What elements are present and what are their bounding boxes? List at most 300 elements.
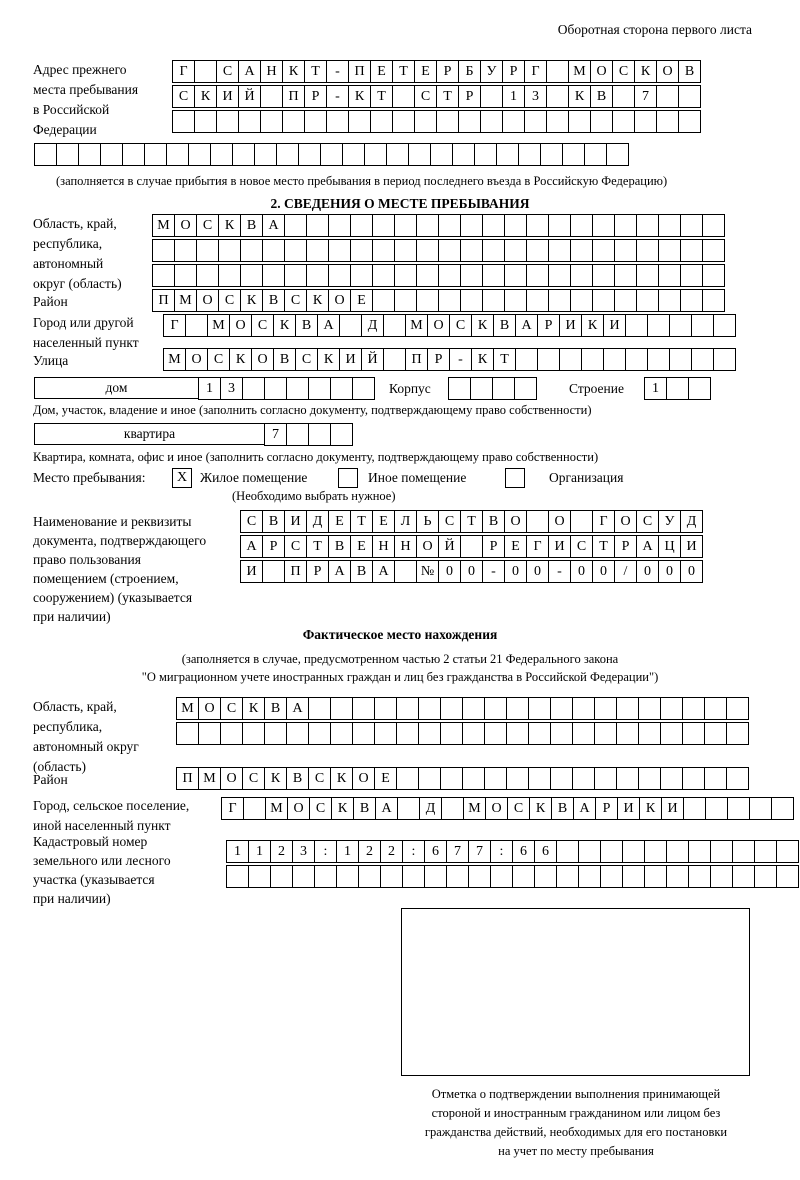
char-cell[interactable] xyxy=(636,239,659,262)
char-cell[interactable]: В xyxy=(350,560,373,583)
char-cell[interactable] xyxy=(352,722,375,745)
char-cell[interactable]: 6 xyxy=(424,840,447,863)
char-cell[interactable] xyxy=(594,767,617,790)
region-row-1[interactable] xyxy=(152,214,724,237)
char-cell[interactable] xyxy=(374,697,397,720)
char-cell[interactable] xyxy=(644,840,667,863)
char-cell[interactable]: О xyxy=(287,797,310,820)
char-cell[interactable]: Р xyxy=(482,535,505,558)
prev-address-row-4[interactable] xyxy=(34,143,628,166)
char-cell[interactable] xyxy=(559,348,582,371)
char-cell[interactable]: : xyxy=(490,840,513,863)
char-cell[interactable]: 1 xyxy=(502,85,525,108)
char-cell[interactable]: М xyxy=(174,289,197,312)
char-cell[interactable] xyxy=(526,264,549,287)
char-cell[interactable]: 0 xyxy=(460,560,483,583)
char-cell[interactable]: 6 xyxy=(512,840,535,863)
char-cell[interactable]: П xyxy=(176,767,199,790)
char-cell[interactable]: Д xyxy=(361,314,384,337)
char-cell[interactable]: Р xyxy=(458,85,481,108)
char-cell[interactable] xyxy=(172,110,195,133)
char-cell[interactable]: 0 xyxy=(504,560,527,583)
char-cell[interactable] xyxy=(370,110,393,133)
char-cell[interactable]: С xyxy=(636,510,659,533)
char-cell[interactable] xyxy=(34,143,57,166)
document-row-2[interactable] xyxy=(240,535,702,558)
char-cell[interactable]: О xyxy=(427,314,450,337)
char-cell[interactable] xyxy=(330,377,353,400)
char-cell[interactable] xyxy=(749,797,772,820)
char-cell[interactable] xyxy=(394,239,417,262)
char-cell[interactable]: В xyxy=(482,510,505,533)
char-cell[interactable] xyxy=(570,289,593,312)
char-cell[interactable] xyxy=(484,767,507,790)
char-cell[interactable]: 0 xyxy=(658,560,681,583)
char-cell[interactable] xyxy=(330,722,353,745)
char-cell[interactable] xyxy=(152,239,175,262)
char-cell[interactable]: Е xyxy=(350,535,373,558)
char-cell[interactable] xyxy=(174,264,197,287)
char-cell[interactable]: М xyxy=(405,314,428,337)
char-cell[interactable] xyxy=(242,377,265,400)
char-cell[interactable]: А xyxy=(328,560,351,583)
char-cell[interactable] xyxy=(188,143,211,166)
char-cell[interactable] xyxy=(372,214,395,237)
char-cell[interactable] xyxy=(515,348,538,371)
char-cell[interactable] xyxy=(666,377,689,400)
char-cell[interactable]: Е xyxy=(350,289,373,312)
char-cell[interactable] xyxy=(548,264,571,287)
char-cell[interactable]: Н xyxy=(260,60,283,83)
char-cell[interactable]: М xyxy=(152,214,175,237)
char-cell[interactable]: С xyxy=(218,289,241,312)
char-cell[interactable] xyxy=(174,239,197,262)
char-cell[interactable] xyxy=(352,697,375,720)
char-cell[interactable] xyxy=(284,214,307,237)
char-cell[interactable]: С xyxy=(240,510,263,533)
char-cell[interactable] xyxy=(548,239,571,262)
char-cell[interactable] xyxy=(592,264,615,287)
char-cell[interactable] xyxy=(581,348,604,371)
char-cell[interactable]: Т xyxy=(370,85,393,108)
char-cell[interactable] xyxy=(308,377,331,400)
char-cell[interactable] xyxy=(612,85,635,108)
char-cell[interactable] xyxy=(678,110,701,133)
char-cell[interactable] xyxy=(416,239,439,262)
char-cell[interactable]: 1 xyxy=(336,840,359,863)
char-cell[interactable]: Й xyxy=(361,348,384,371)
char-cell[interactable] xyxy=(556,840,579,863)
char-cell[interactable] xyxy=(526,239,549,262)
char-cell[interactable] xyxy=(614,264,637,287)
char-cell[interactable] xyxy=(680,239,703,262)
char-cell[interactable] xyxy=(262,560,285,583)
char-cell[interactable] xyxy=(418,697,441,720)
char-cell[interactable] xyxy=(314,865,337,888)
char-cell[interactable] xyxy=(416,264,439,287)
prev-address-row-2[interactable] xyxy=(172,85,700,108)
char-cell[interactable] xyxy=(397,797,420,820)
char-cell[interactable] xyxy=(504,264,527,287)
char-cell[interactable] xyxy=(194,60,217,83)
char-cell[interactable] xyxy=(658,239,681,262)
char-cell[interactable] xyxy=(771,797,794,820)
char-cell[interactable] xyxy=(372,264,395,287)
char-cell[interactable] xyxy=(438,239,461,262)
char-cell[interactable] xyxy=(691,348,714,371)
char-cell[interactable] xyxy=(546,60,569,83)
char-cell[interactable] xyxy=(438,264,461,287)
char-cell[interactable]: И xyxy=(603,314,626,337)
char-cell[interactable] xyxy=(440,767,463,790)
char-cell[interactable] xyxy=(732,840,755,863)
region-row-2[interactable] xyxy=(152,239,724,262)
district-row[interactable] xyxy=(152,289,724,312)
char-cell[interactable] xyxy=(702,264,725,287)
char-cell[interactable] xyxy=(254,143,277,166)
char-cell[interactable] xyxy=(528,697,551,720)
char-cell[interactable] xyxy=(292,865,315,888)
char-cell[interactable]: С xyxy=(308,767,331,790)
char-cell[interactable]: И xyxy=(617,797,640,820)
char-cell[interactable]: В xyxy=(264,697,287,720)
char-cell[interactable] xyxy=(264,377,287,400)
char-cell[interactable] xyxy=(482,264,505,287)
char-cell[interactable] xyxy=(196,264,219,287)
char-cell[interactable] xyxy=(572,722,595,745)
char-cell[interactable] xyxy=(512,865,535,888)
char-cell[interactable]: Е xyxy=(374,767,397,790)
char-cell[interactable] xyxy=(326,110,349,133)
char-cell[interactable] xyxy=(704,697,727,720)
char-cell[interactable]: С xyxy=(414,85,437,108)
char-cell[interactable] xyxy=(56,143,79,166)
char-cell[interactable] xyxy=(416,289,439,312)
char-cell[interactable] xyxy=(688,377,711,400)
char-cell[interactable]: Р xyxy=(262,535,285,558)
city-row[interactable] xyxy=(163,314,735,337)
char-cell[interactable]: К xyxy=(240,289,263,312)
char-cell[interactable]: М xyxy=(207,314,230,337)
char-cell[interactable] xyxy=(306,264,329,287)
char-cell[interactable] xyxy=(666,840,689,863)
char-cell[interactable]: С xyxy=(612,60,635,83)
char-cell[interactable] xyxy=(122,143,145,166)
char-cell[interactable] xyxy=(430,143,453,166)
char-cell[interactable] xyxy=(100,143,123,166)
char-cell[interactable] xyxy=(704,722,727,745)
char-cell[interactable] xyxy=(339,314,362,337)
char-cell[interactable]: - xyxy=(326,60,349,83)
char-cell[interactable]: Г xyxy=(163,314,186,337)
char-cell[interactable]: О xyxy=(504,510,527,533)
char-cell[interactable]: 2 xyxy=(380,840,403,863)
char-cell[interactable] xyxy=(320,143,343,166)
char-cell[interactable]: К xyxy=(568,85,591,108)
char-cell[interactable] xyxy=(304,110,327,133)
char-cell[interactable]: М xyxy=(568,60,591,83)
char-cell[interactable] xyxy=(418,722,441,745)
char-cell[interactable]: К xyxy=(634,60,657,83)
char-cell[interactable] xyxy=(438,214,461,237)
char-cell[interactable]: О xyxy=(220,767,243,790)
char-cell[interactable] xyxy=(647,348,670,371)
char-cell[interactable] xyxy=(570,264,593,287)
char-cell[interactable] xyxy=(754,865,777,888)
char-cell[interactable]: Т xyxy=(306,535,329,558)
char-cell[interactable]: А xyxy=(238,60,261,83)
char-cell[interactable]: К xyxy=(242,697,265,720)
char-cell[interactable]: 0 xyxy=(438,560,461,583)
char-cell[interactable]: В xyxy=(262,289,285,312)
char-cell[interactable]: П xyxy=(282,85,305,108)
char-cell[interactable] xyxy=(572,767,595,790)
char-cell[interactable]: А xyxy=(286,697,309,720)
char-cell[interactable]: 3 xyxy=(524,85,547,108)
char-cell[interactable] xyxy=(704,767,727,790)
char-cell[interactable] xyxy=(590,110,613,133)
actual-region-row-2[interactable] xyxy=(176,722,748,745)
char-cell[interactable] xyxy=(638,697,661,720)
char-cell[interactable] xyxy=(350,264,373,287)
char-cell[interactable] xyxy=(680,264,703,287)
char-cell[interactable]: М xyxy=(463,797,486,820)
char-cell[interactable] xyxy=(669,348,692,371)
prev-address-row-1[interactable] xyxy=(172,60,700,83)
char-cell[interactable] xyxy=(424,865,447,888)
char-cell[interactable] xyxy=(462,722,485,745)
char-cell[interactable]: 3 xyxy=(220,377,243,400)
char-cell[interactable] xyxy=(264,722,287,745)
char-cell[interactable] xyxy=(526,289,549,312)
char-cell[interactable]: К xyxy=(282,60,305,83)
char-cell[interactable]: В xyxy=(286,767,309,790)
char-cell[interactable]: С xyxy=(207,348,230,371)
char-cell[interactable] xyxy=(622,865,645,888)
char-cell[interactable]: Р xyxy=(427,348,450,371)
char-cell[interactable]: 0 xyxy=(570,560,593,583)
place-kind-checkbox-organization[interactable] xyxy=(505,468,525,488)
char-cell[interactable] xyxy=(636,264,659,287)
char-cell[interactable]: О xyxy=(196,289,219,312)
char-cell[interactable] xyxy=(248,865,271,888)
char-cell[interactable] xyxy=(383,314,406,337)
char-cell[interactable] xyxy=(372,239,395,262)
char-cell[interactable] xyxy=(592,289,615,312)
char-cell[interactable]: 2 xyxy=(358,840,381,863)
char-cell[interactable] xyxy=(548,289,571,312)
char-cell[interactable]: А xyxy=(240,535,263,558)
char-cell[interactable]: В xyxy=(493,314,516,337)
char-cell[interactable] xyxy=(754,840,777,863)
char-cell[interactable] xyxy=(688,840,711,863)
char-cell[interactable]: С xyxy=(507,797,530,820)
char-cell[interactable]: В xyxy=(295,314,318,337)
char-cell[interactable]: С xyxy=(251,314,274,337)
char-cell[interactable] xyxy=(683,797,706,820)
char-cell[interactable]: О xyxy=(590,60,613,83)
place-kind-checkbox-residential[interactable]: X xyxy=(172,468,192,488)
char-cell[interactable] xyxy=(528,722,551,745)
char-cell[interactable] xyxy=(348,110,371,133)
char-cell[interactable]: К xyxy=(194,85,217,108)
char-cell[interactable] xyxy=(144,143,167,166)
cadastre-row-2[interactable] xyxy=(226,865,798,888)
char-cell[interactable] xyxy=(656,85,679,108)
char-cell[interactable] xyxy=(562,143,585,166)
char-cell[interactable] xyxy=(726,697,749,720)
char-cell[interactable] xyxy=(330,697,353,720)
char-cell[interactable]: Д xyxy=(680,510,703,533)
char-cell[interactable] xyxy=(518,143,541,166)
char-cell[interactable]: 0 xyxy=(592,560,615,583)
char-cell[interactable] xyxy=(534,865,557,888)
char-cell[interactable]: О xyxy=(328,289,351,312)
char-cell[interactable]: У xyxy=(658,510,681,533)
char-cell[interactable]: Т xyxy=(304,60,327,83)
char-cell[interactable] xyxy=(727,797,750,820)
char-cell[interactable] xyxy=(460,239,483,262)
char-cell[interactable] xyxy=(482,239,505,262)
char-cell[interactable] xyxy=(506,697,529,720)
char-cell[interactable]: Й xyxy=(438,535,461,558)
char-cell[interactable] xyxy=(78,143,101,166)
char-cell[interactable]: М xyxy=(265,797,288,820)
char-cell[interactable]: - xyxy=(482,560,505,583)
char-cell[interactable] xyxy=(243,797,266,820)
char-cell[interactable] xyxy=(226,865,249,888)
char-cell[interactable] xyxy=(710,840,733,863)
char-cell[interactable] xyxy=(286,377,309,400)
char-cell[interactable]: Г xyxy=(592,510,615,533)
char-cell[interactable]: Л xyxy=(394,510,417,533)
char-cell[interactable] xyxy=(666,865,689,888)
stroenie-cells[interactable] xyxy=(644,377,710,400)
char-cell[interactable] xyxy=(262,264,285,287)
char-cell[interactable] xyxy=(594,722,617,745)
char-cell[interactable] xyxy=(556,865,579,888)
char-cell[interactable] xyxy=(176,722,199,745)
char-cell[interactable]: А xyxy=(375,797,398,820)
char-cell[interactable]: К xyxy=(471,348,494,371)
char-cell[interactable]: О xyxy=(485,797,508,820)
char-cell[interactable] xyxy=(682,697,705,720)
char-cell[interactable] xyxy=(414,110,437,133)
char-cell[interactable] xyxy=(396,697,419,720)
char-cell[interactable] xyxy=(504,214,527,237)
char-cell[interactable]: Д xyxy=(419,797,442,820)
char-cell[interactable] xyxy=(550,767,573,790)
char-cell[interactable] xyxy=(474,143,497,166)
char-cell[interactable]: М xyxy=(176,697,199,720)
char-cell[interactable]: П xyxy=(405,348,428,371)
char-cell[interactable]: О xyxy=(251,348,274,371)
house-cells[interactable] xyxy=(198,377,374,400)
char-cell[interactable] xyxy=(710,865,733,888)
char-cell[interactable] xyxy=(592,239,615,262)
char-cell[interactable] xyxy=(713,348,736,371)
char-cell[interactable] xyxy=(262,239,285,262)
char-cell[interactable] xyxy=(458,110,481,133)
char-cell[interactable] xyxy=(658,289,681,312)
char-cell[interactable]: К xyxy=(264,767,287,790)
char-cell[interactable] xyxy=(528,767,551,790)
char-cell[interactable] xyxy=(460,214,483,237)
char-cell[interactable]: К xyxy=(229,348,252,371)
char-cell[interactable] xyxy=(152,264,175,287)
char-cell[interactable]: С xyxy=(220,697,243,720)
char-cell[interactable] xyxy=(490,865,513,888)
char-cell[interactable]: Ь xyxy=(416,510,439,533)
char-cell[interactable] xyxy=(396,767,419,790)
char-cell[interactable] xyxy=(240,239,263,262)
char-cell[interactable]: 1 xyxy=(226,840,249,863)
char-cell[interactable] xyxy=(656,110,679,133)
char-cell[interactable] xyxy=(336,865,359,888)
char-cell[interactable]: / xyxy=(614,560,637,583)
char-cell[interactable] xyxy=(306,214,329,237)
char-cell[interactable]: А xyxy=(317,314,340,337)
char-cell[interactable] xyxy=(625,348,648,371)
char-cell[interactable] xyxy=(484,722,507,745)
char-cell[interactable]: : xyxy=(402,840,425,863)
char-cell[interactable] xyxy=(282,110,305,133)
char-cell[interactable] xyxy=(726,722,749,745)
char-cell[interactable] xyxy=(732,865,755,888)
char-cell[interactable] xyxy=(572,697,595,720)
char-cell[interactable]: 1 xyxy=(248,840,271,863)
char-cell[interactable] xyxy=(726,767,749,790)
char-cell[interactable] xyxy=(392,85,415,108)
char-cell[interactable]: Е xyxy=(328,510,351,533)
char-cell[interactable] xyxy=(504,289,527,312)
char-cell[interactable] xyxy=(682,767,705,790)
char-cell[interactable]: С xyxy=(216,60,239,83)
char-cell[interactable]: Р xyxy=(306,560,329,583)
char-cell[interactable]: 3 xyxy=(292,840,315,863)
char-cell[interactable] xyxy=(352,377,375,400)
char-cell[interactable] xyxy=(616,722,639,745)
char-cell[interactable]: О xyxy=(548,510,571,533)
char-cell[interactable] xyxy=(578,840,601,863)
char-cell[interactable]: Т xyxy=(350,510,373,533)
char-cell[interactable] xyxy=(198,722,221,745)
char-cell[interactable] xyxy=(570,239,593,262)
char-cell[interactable]: Г xyxy=(221,797,244,820)
char-cell[interactable]: 7 xyxy=(468,840,491,863)
char-cell[interactable] xyxy=(660,697,683,720)
char-cell[interactable] xyxy=(616,767,639,790)
char-cell[interactable] xyxy=(402,865,425,888)
char-cell[interactable]: Р xyxy=(614,535,637,558)
char-cell[interactable] xyxy=(218,264,241,287)
char-cell[interactable] xyxy=(328,214,351,237)
char-cell[interactable] xyxy=(358,865,381,888)
char-cell[interactable] xyxy=(680,289,703,312)
char-cell[interactable] xyxy=(678,85,701,108)
char-cell[interactable] xyxy=(342,143,365,166)
char-cell[interactable] xyxy=(625,314,648,337)
char-cell[interactable] xyxy=(394,560,417,583)
char-cell[interactable] xyxy=(614,239,637,262)
char-cell[interactable] xyxy=(452,143,475,166)
char-cell[interactable] xyxy=(647,314,670,337)
char-cell[interactable] xyxy=(276,143,299,166)
char-cell[interactable] xyxy=(776,840,799,863)
char-cell[interactable]: - xyxy=(326,85,349,108)
char-cell[interactable] xyxy=(218,239,241,262)
char-cell[interactable]: И xyxy=(559,314,582,337)
